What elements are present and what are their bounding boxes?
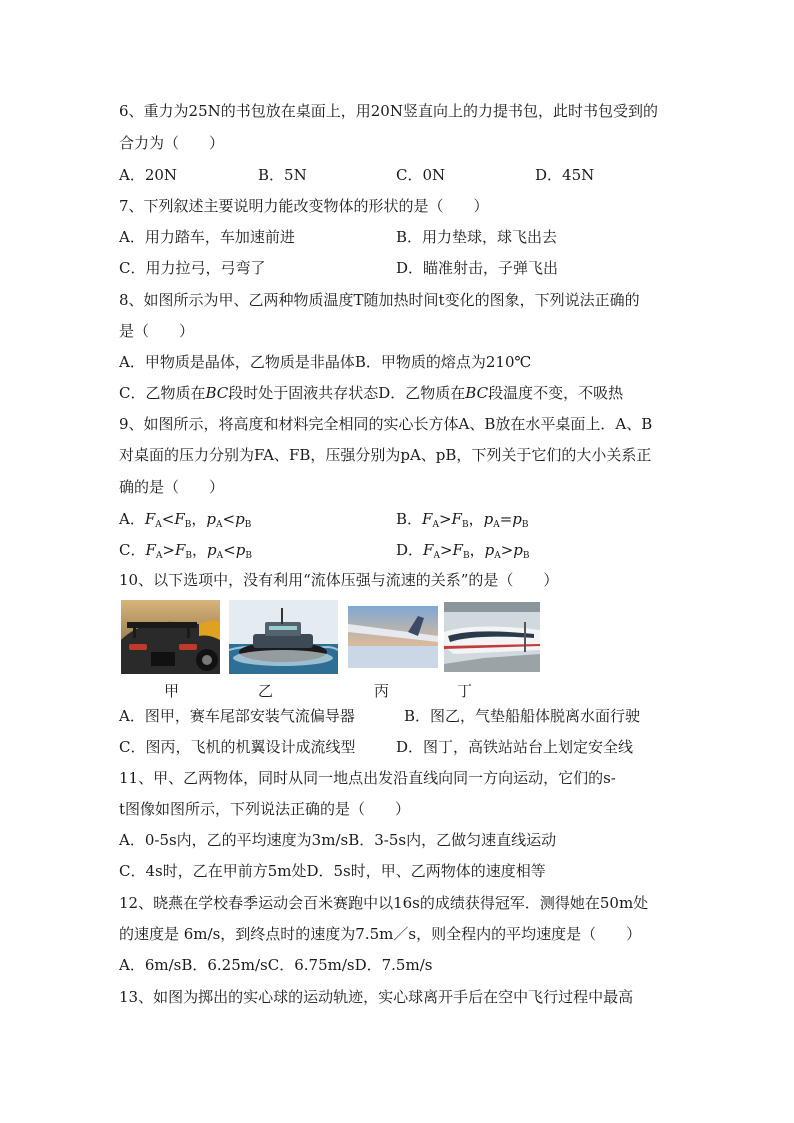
q6-option-c: C．0N bbox=[396, 166, 446, 184]
q8-d-post: 段温度不变，不吸热 bbox=[488, 384, 624, 402]
q9-option-d: D．$F_A>F_B$，$p_A>p_B$ bbox=[396, 541, 530, 561]
caption-jia: 甲 bbox=[164, 682, 180, 700]
q8-options-cd bbox=[119, 383, 623, 403]
q9-option-a: A．$F_A<F_B$，$p_A<p_B$ bbox=[119, 510, 252, 530]
caption-bing: 丙 bbox=[374, 682, 390, 700]
q8-c-pre: C．乙物质在 bbox=[119, 384, 206, 402]
q10-option-a: A．图甲，赛车尾部安装气流偏导器 bbox=[119, 707, 355, 725]
q8-c-bc: BC bbox=[205, 384, 229, 402]
q9-option-c: C．$F_A>F_B$，$p_A<p_B$ bbox=[119, 541, 252, 561]
q6-option-d: D．45N bbox=[535, 166, 595, 184]
race-car-image bbox=[121, 600, 220, 674]
q6-option-a: A．20N bbox=[119, 166, 178, 184]
high-speed-train-image bbox=[444, 602, 540, 672]
caption-ding: 丁 bbox=[457, 682, 473, 700]
q13-stem-line1: 13、如图为掷出的实心球的运动轨迹，实心球离开手后在空中飞行过程中最高 bbox=[119, 988, 634, 1006]
q6-stem-line1: 6、重力为25N的书包放在桌面上，用20N竖直向上的力提书包，此时书包受到的 bbox=[119, 102, 658, 120]
q12-stem-line1: 12、晓燕在学校春季运动会百米赛跑中以16s的成绩获得冠军．测得她在50m处 bbox=[119, 894, 649, 912]
q9-stem-line2: 对桌面的压力分别为FA、FB，压强分别为pA、pB，下列关于它们的大小关系正 bbox=[119, 446, 652, 464]
q8-options-ab: A．甲物质是晶体，乙物质是非晶体B．甲物质的熔点为210℃ bbox=[119, 353, 532, 371]
q6-stem-line2: 合力为（ ） bbox=[119, 134, 225, 152]
q8-stem-line2: 是（ ） bbox=[119, 322, 195, 340]
q6-option-b: B．5N bbox=[258, 166, 307, 184]
q7-option-a: A．用力踏车，车加速前进 bbox=[119, 228, 295, 246]
q10-option-c: C．图丙，飞机的机翼设计成流线型 bbox=[119, 738, 356, 756]
q8-c-post: 段时处于固液共存状态D．乙物质在 bbox=[228, 384, 466, 402]
q9-stem-line3: 确的是（ ） bbox=[119, 478, 225, 496]
q12-stem-line2: 的速度是 6m/s，到终点时的速度为7.5m／s，则全程内的平均速度是（ ） bbox=[119, 925, 642, 943]
q10-stem: 10、以下选项中，没有利用“流体压强与流速的关系”的是（ ） bbox=[119, 571, 559, 589]
airplane-wing-image bbox=[348, 606, 438, 668]
q8-stem-line1: 8、如图所示为甲、乙两种物质温度T随加热时间t变化的图象，下列说法正确的 bbox=[119, 291, 640, 309]
q7-option-d: D．瞄准射击，子弹飞出 bbox=[396, 259, 559, 277]
hovercraft-image bbox=[229, 600, 338, 674]
q12-options: A．6m/sB．6.25m/sC．6.75m/sD．7.5m/s bbox=[119, 956, 433, 974]
q7-stem: 7、下列叙述主要说明力能改变物体的形状的是（ ） bbox=[119, 197, 489, 215]
q10-option-d: D．图丁，高铁站站台上划定安全线 bbox=[396, 738, 634, 756]
caption-yi: 乙 bbox=[258, 682, 274, 700]
q11-stem-line2: t图像如图所示，下列说法正确的是（ ） bbox=[119, 800, 411, 818]
q11-options-ab: A．0-5s内，乙的平均速度为3m/sB．3-5s内，乙做匀速直线运动 bbox=[119, 831, 557, 849]
q8-d-bc: BC bbox=[465, 384, 489, 402]
q11-stem-line1: 11、甲、乙两物体，同时从同一地点出发沿直线向同一方向运动，它们的s- bbox=[119, 769, 616, 787]
q7-option-c: C．用力拉弓，弓弯了 bbox=[119, 259, 266, 277]
q10-option-b: B．图乙，气垫船船体脱离水面行驶 bbox=[404, 707, 641, 725]
q7-option-b: B．用力垫球，球飞出去 bbox=[396, 228, 558, 246]
q9-stem-line1: 9、如图所示，将高度和材料完全相同的实心长方体A、B放在水平桌面上．A、B bbox=[119, 415, 653, 433]
q11-options-cd: C．4s时，乙在甲前方5m处D．5s时，甲、乙两物体的速度相等 bbox=[119, 862, 546, 880]
q9-option-b: B．$F_A>F_B$，$p_A=p_B$ bbox=[396, 510, 529, 530]
